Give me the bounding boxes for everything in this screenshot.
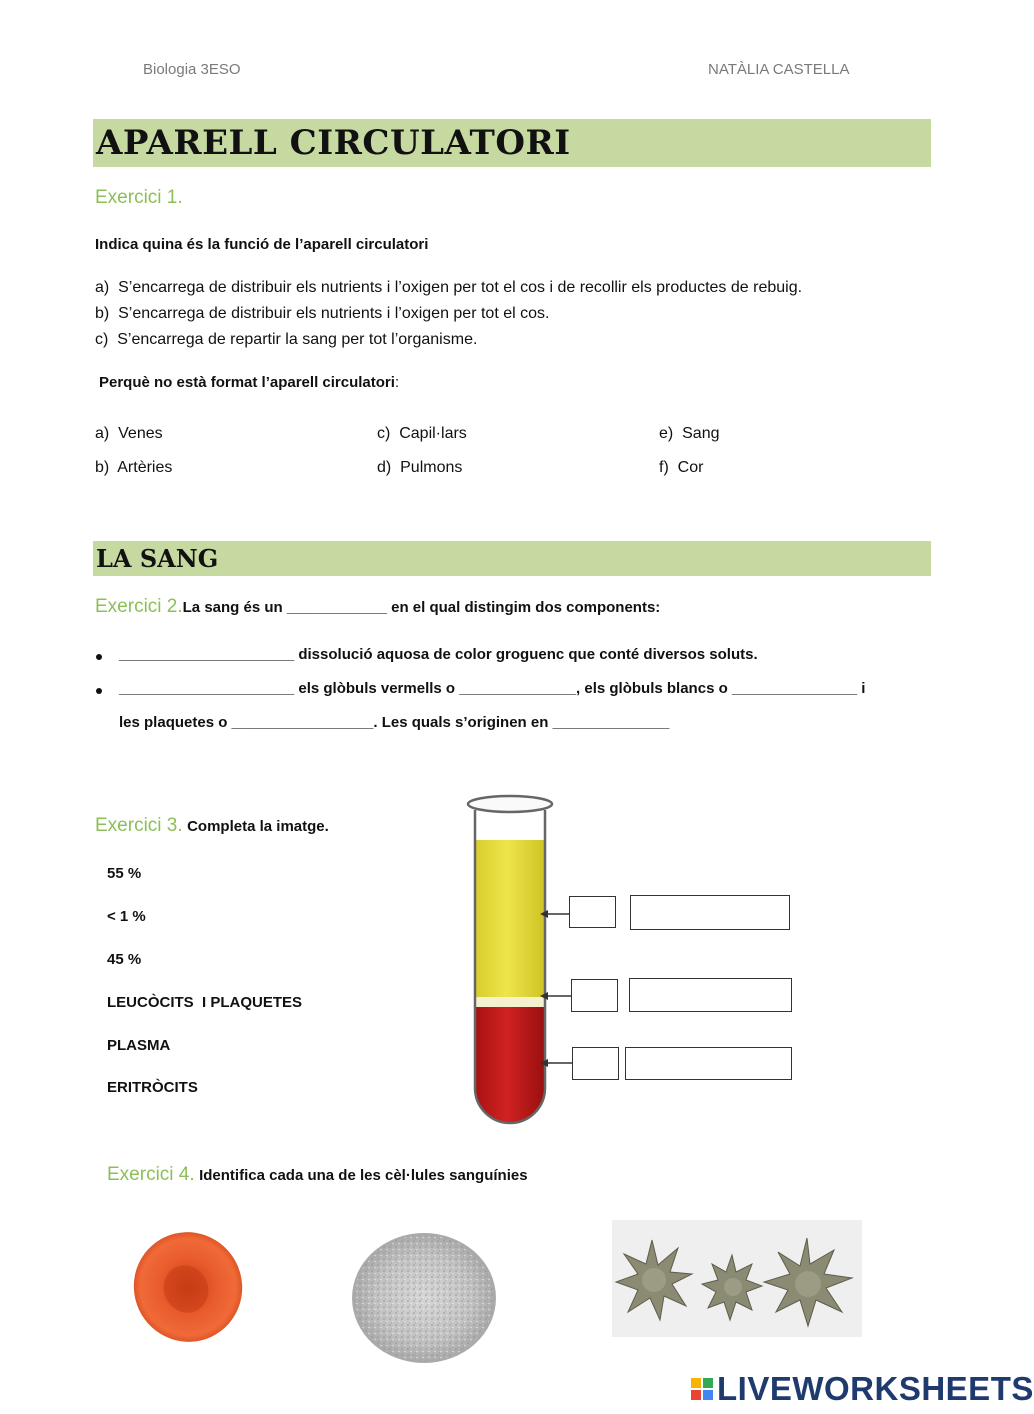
option-text: S’encarrega de distribuir els nutrients i l’oxigen per tot el cos. (118, 305, 550, 322)
option-letter: a) (95, 425, 110, 442)
label-option[interactable]: 45 % (107, 951, 142, 968)
exercise-3-instruction: Completa la imatge. (187, 818, 329, 835)
answer-box-percent[interactable] (569, 896, 616, 928)
brand-name[interactable]: LIVEWORKSHEETS (717, 1370, 1034, 1407)
exercise-4-line (107, 1164, 528, 1186)
question-2-text: Perquè no està format l’aparell circulatori (99, 374, 395, 391)
option-text: Capil·lars (399, 425, 467, 442)
option-text: S’encarrega de repartir la sang per tot l’organisme. (117, 331, 478, 348)
option-letter: c) (377, 425, 391, 442)
plasma-layer (475, 840, 545, 998)
buffy-coat-layer (475, 997, 545, 1007)
option-row[interactable] (659, 425, 720, 443)
option-row[interactable] (95, 425, 163, 443)
title-band (93, 119, 931, 167)
option-row[interactable] (95, 459, 172, 477)
option-letter: a) (95, 279, 110, 296)
option-letter: c) (95, 331, 109, 348)
answer-box-label[interactable] (630, 895, 790, 930)
section-title: LA SANG (96, 544, 219, 573)
option-letter: b) (95, 305, 110, 322)
bullet-dot (96, 688, 102, 694)
bullet-dot (96, 654, 102, 660)
option-text: Sang (682, 425, 720, 442)
exercise-2-line (95, 596, 660, 618)
red-blood-cell-image (128, 1225, 250, 1347)
exercise-3-line (95, 815, 329, 837)
option-row[interactable] (95, 279, 802, 297)
section-band (93, 541, 931, 576)
exercise-2-intro: La sang és un ____________ en el qual distingim dos components: (182, 599, 661, 616)
option-row[interactable] (95, 331, 477, 349)
answer-box-label[interactable] (625, 1047, 792, 1080)
label-option[interactable]: PLASMA (107, 1037, 171, 1054)
option-row[interactable] (659, 459, 703, 477)
exercise-4-title: Exercici 4. (107, 1164, 195, 1185)
option-letter: f) (659, 459, 669, 476)
option-text: Cor (677, 459, 704, 476)
option-letter: e) (659, 425, 674, 442)
header-author: NATÀLIA CASTELLA (708, 61, 850, 78)
answer-box-percent[interactable] (572, 1047, 619, 1080)
test-tube-illustration (440, 790, 810, 1135)
fill-blank-sentence[interactable]: _____________________ dissolució aquosa de color groguenc que conté diversos soluts. (119, 646, 758, 663)
exercise-1-question-2 (99, 374, 399, 391)
fill-blank-sentence[interactable]: les plaquetes o _________________. Les quals s’originen en ______________ (119, 714, 670, 731)
label-option[interactable]: ERITRÒCITS (107, 1079, 198, 1096)
option-row[interactable] (95, 305, 549, 323)
exercise-2-title: Exercici 2. (95, 596, 183, 617)
erythrocyte-layer (475, 1007, 545, 1123)
option-text: Pulmons (400, 459, 463, 476)
option-row[interactable] (377, 459, 462, 477)
option-text: Venes (118, 425, 163, 442)
header-subject: Biologia 3ESO (143, 61, 241, 78)
label-option[interactable]: LEUCÒCITS I PLAQUETES (107, 994, 303, 1011)
exercise-3-title: Exercici 3. (95, 815, 183, 836)
answer-box-percent[interactable] (571, 979, 618, 1012)
option-letter: b) (95, 459, 110, 476)
page-title: APARELL CIRCULATORI (96, 123, 571, 163)
option-text: S’encarrega de distribuir els nutrients i l’oxigen per tot el cos i de recollir els productes de rebuig. (118, 279, 803, 296)
question-2-colon: : (394, 374, 400, 391)
option-letter: d) (377, 459, 392, 476)
label-option[interactable]: < 1 % (107, 908, 146, 925)
answer-box-label[interactable] (629, 978, 792, 1012)
liveworksheets-logo-icon (690, 1378, 716, 1402)
exercise-1-question-1: Indica quina és la funció de l’aparell circulatori (95, 236, 429, 253)
tube-rim (468, 796, 552, 812)
option-row[interactable] (377, 425, 467, 443)
white-blood-cell-image (347, 1228, 502, 1368)
fill-blank-sentence[interactable]: _____________________ els glòbuls vermells o ______________, els glòbuls blancs o _______________ i (119, 680, 866, 697)
label-option[interactable]: 55 % (107, 865, 142, 882)
platelets-image (612, 1220, 862, 1337)
option-text: Artèries (117, 459, 173, 476)
exercise-4-instruction: Identifica cada una de les cèl·lules sanguínies (199, 1167, 528, 1184)
exercise-1-title: Exercici 1. (95, 187, 183, 208)
